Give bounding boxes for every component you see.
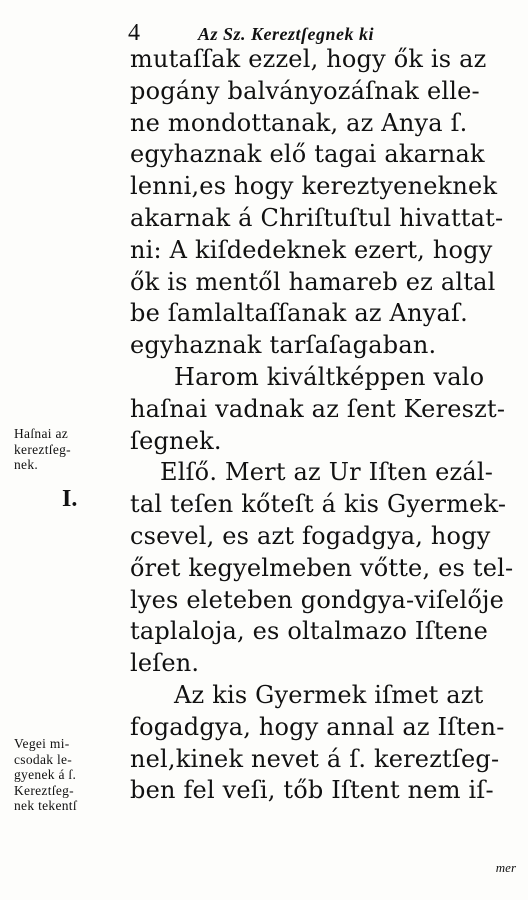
text-line: ők is mentől hamareb ez altal [130,267,496,296]
text-line: ne mondottanak, az Anya ſ. [130,108,468,137]
text-line: Az kis Gyermek iſmet azt [174,680,484,709]
text-line: ſegnek. [130,426,222,455]
margin-note-line: nek tekentſ [14,798,77,813]
text-line: tal teſen kőteſt á kis Gyermek- [130,490,507,519]
text-line: őret kegyelmeben vőtte, es tel- [130,553,514,582]
text-line: akarnak á Chriſtuſtul hivattat- [130,203,504,232]
text-line: haſnai vadnak az ſent Kereszt- [130,394,506,423]
text-line: Harom kiváltképpen valo [174,362,485,391]
margin-note-line: kereztſeg- [14,441,71,457]
text-line: leſen. [130,649,200,678]
margin-note-benefits [14,426,71,473]
text-line: ni: A kiſdedeknek ezert, hogy [130,235,493,264]
margin-note-line: nek. [14,457,39,472]
text-line: pogány balványozáſnak elle- [130,76,480,105]
text-line: Elſő. Mert az Ur Iſten ezál- [160,458,494,487]
running-title: Az Sz. Kereztſegnek ki [198,24,375,44]
text-line: csevel, es azt fogadgya, hogy [130,521,491,550]
margin-note-line: csodak le- [14,751,73,767]
text-line: taplaloja, es oltalmazo Iſtene [130,617,488,646]
text-line: fogadgya, hogy annal az Iſten- [130,712,505,741]
text-line: be ſamlaltaſſanak az Anyaſ. [130,299,468,328]
margin-note-line: Kereztſeg- [14,782,74,798]
catchword: mer [495,860,516,875]
main-text [130,44,518,807]
margin-note-wonders [14,736,77,814]
margin-note-line: Vegei mi- [14,736,70,751]
text-line: egyhaznak elő tagai akarnak [130,140,485,169]
page-number: 4 [128,20,140,46]
text-line: lyes eleteben gondgya-viſelője [130,585,505,614]
text-line: lenni,es hogy kereztyeneknek [130,172,498,201]
text-line: egyhaznak tarſaſagaban. [130,331,437,360]
margin-note-line: gyenek á ſ. [14,767,77,782]
text-line: ben fel veſi, tőb Iſtent nem iſ- [130,776,494,805]
margin-note-line: Haſnai az [14,426,69,441]
section-numeral: I. [62,486,78,512]
text-line: nel,kinek nevet á ſ. kereztſeg- [130,744,500,773]
text-line: mutaſſak ezzel, hogy ők is az [130,45,487,73]
